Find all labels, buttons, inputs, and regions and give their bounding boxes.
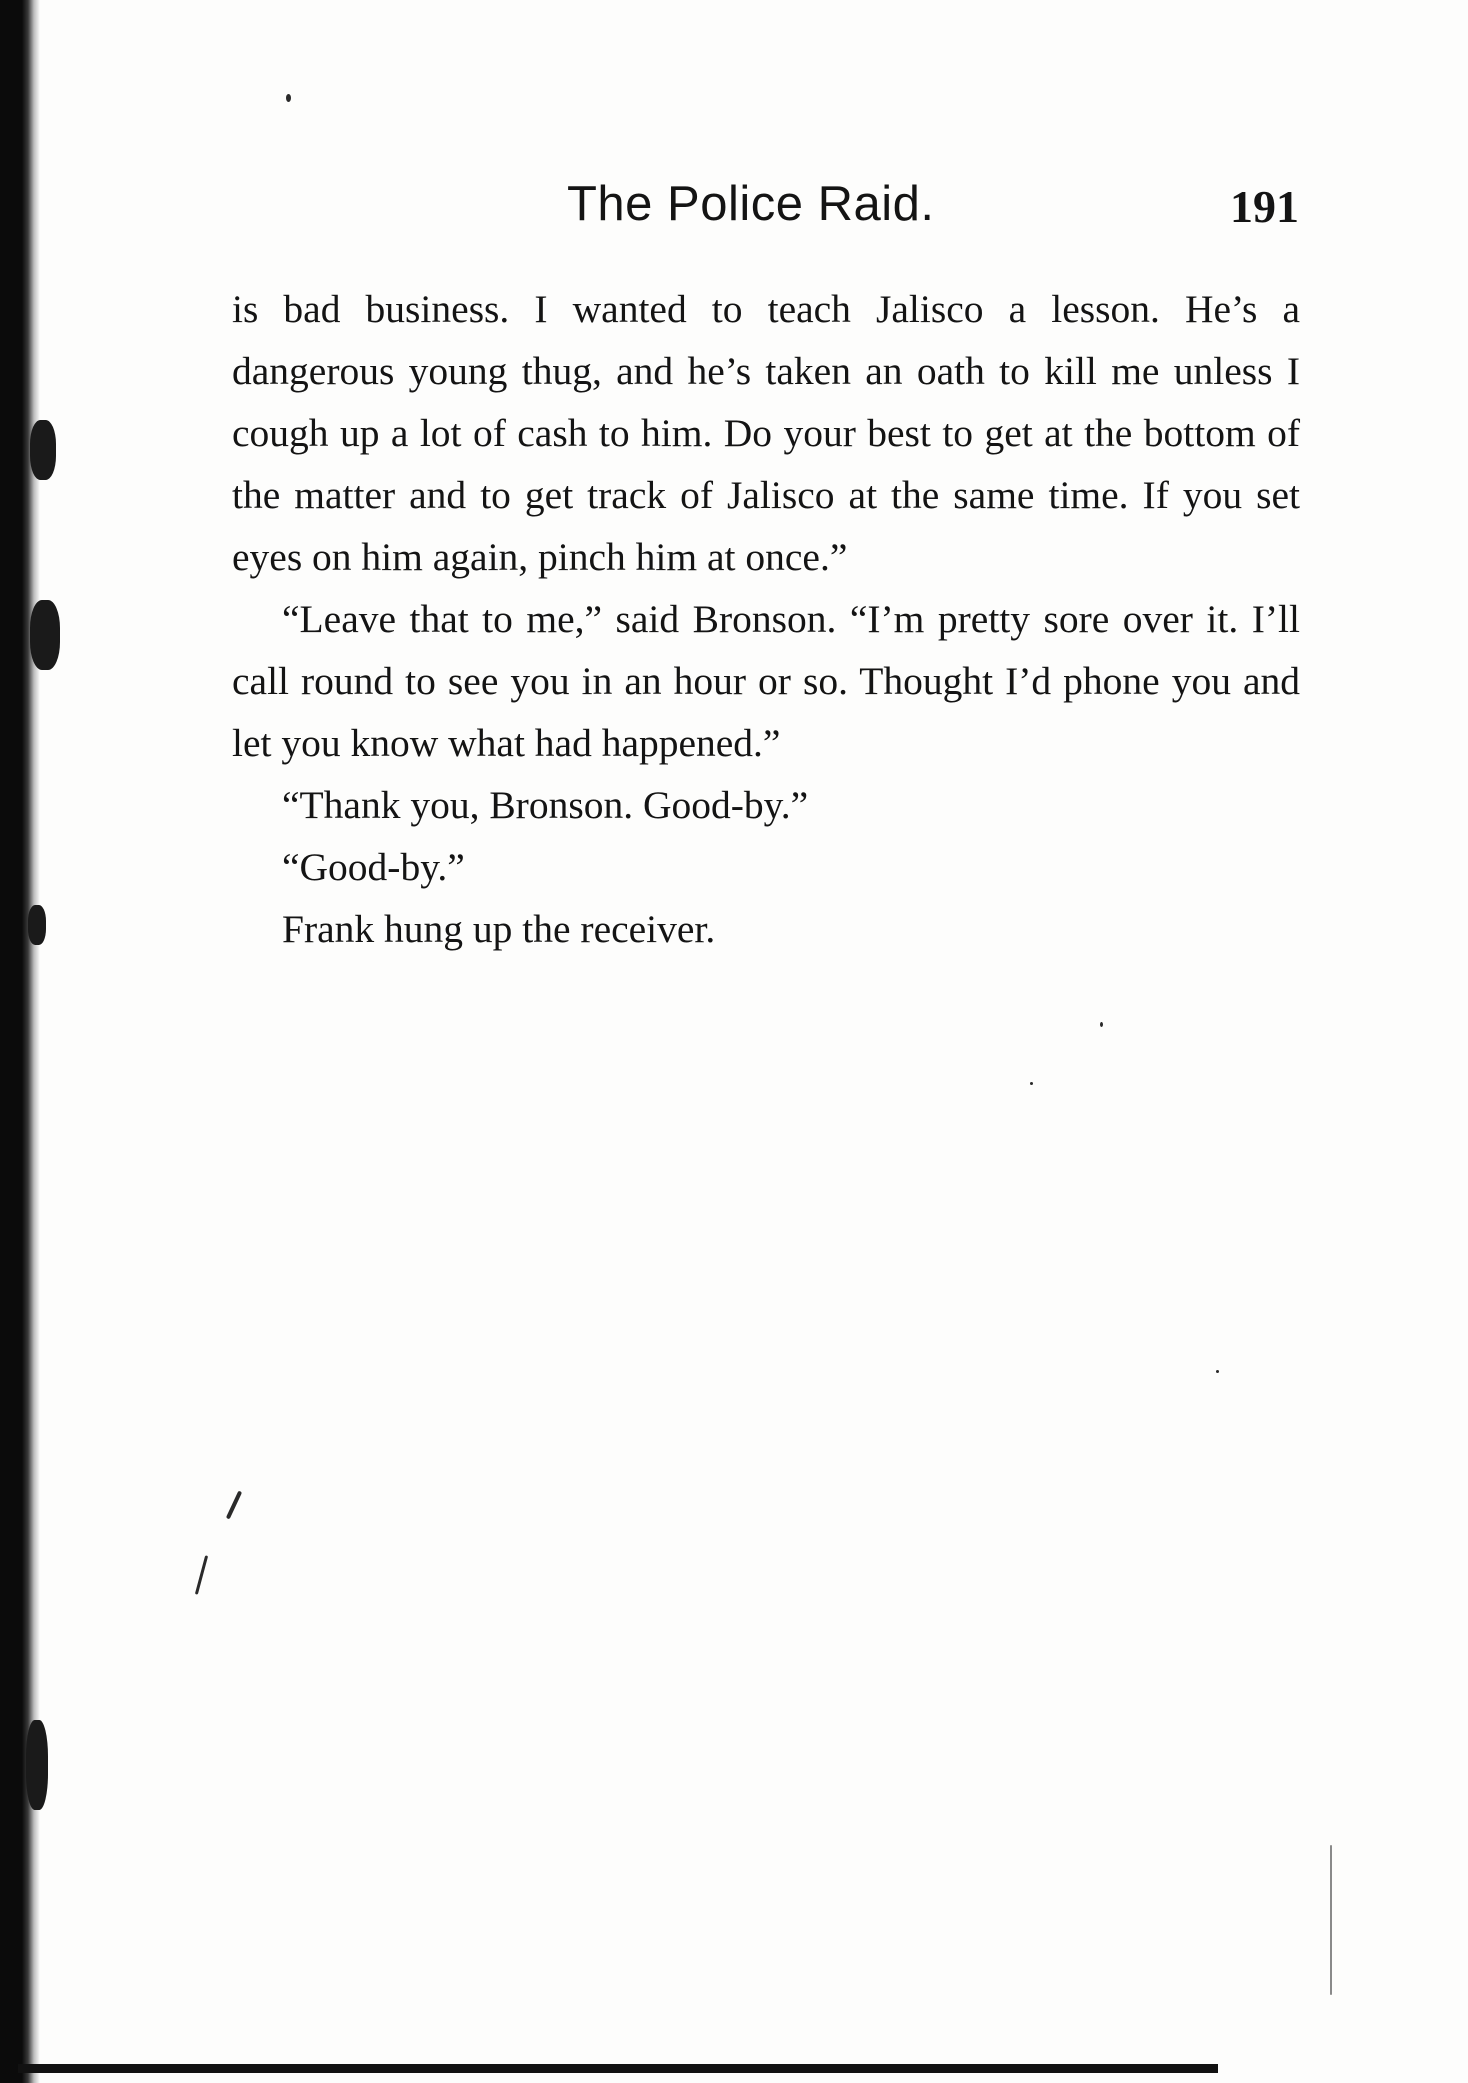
page-bottom-edge: [18, 2064, 1218, 2073]
scan-speck: [286, 94, 291, 102]
scan-speck: [1030, 1082, 1033, 1085]
page-number: 191: [1230, 181, 1299, 232]
page-header: [232, 176, 1312, 246]
paragraph: “Leave that to me,” said Bronson. “I’m pretty sore over it. I’ll call round to see you in an hour or so. Thought I’d phone you and let you know what had happened.”: [232, 597, 1300, 765]
paragraph: “Good-by.”: [282, 845, 465, 889]
paragraph: is bad business. I wanted to teach Jalisco a lesson. He’s a dangerous young thug, and he’s taken an oath to kill me unless I cough up a lot of cash to him. Do your best to get at the bottom of the matter and to get track of Jalisco at the same time. If you set eyes on him again, pinch him at once.”: [232, 287, 1300, 579]
paragraph: “Thank you, Bronson. Good-by.”: [282, 783, 809, 827]
scan-artifact: [30, 600, 60, 670]
scan-speck: [1216, 1370, 1219, 1373]
scan-artifact: [30, 420, 56, 480]
body-text: [232, 278, 1300, 960]
scan-speck: [1100, 1022, 1103, 1027]
scan-artifact: [26, 1720, 48, 1810]
paragraph: Frank hung up the receiver.: [282, 907, 716, 951]
scan-speck: [1330, 1845, 1332, 1995]
running-head: The Police Raid.: [567, 177, 935, 231]
scan-speck: [226, 1491, 242, 1520]
scan-artifact: [28, 905, 46, 945]
scan-speck: [195, 1555, 208, 1594]
